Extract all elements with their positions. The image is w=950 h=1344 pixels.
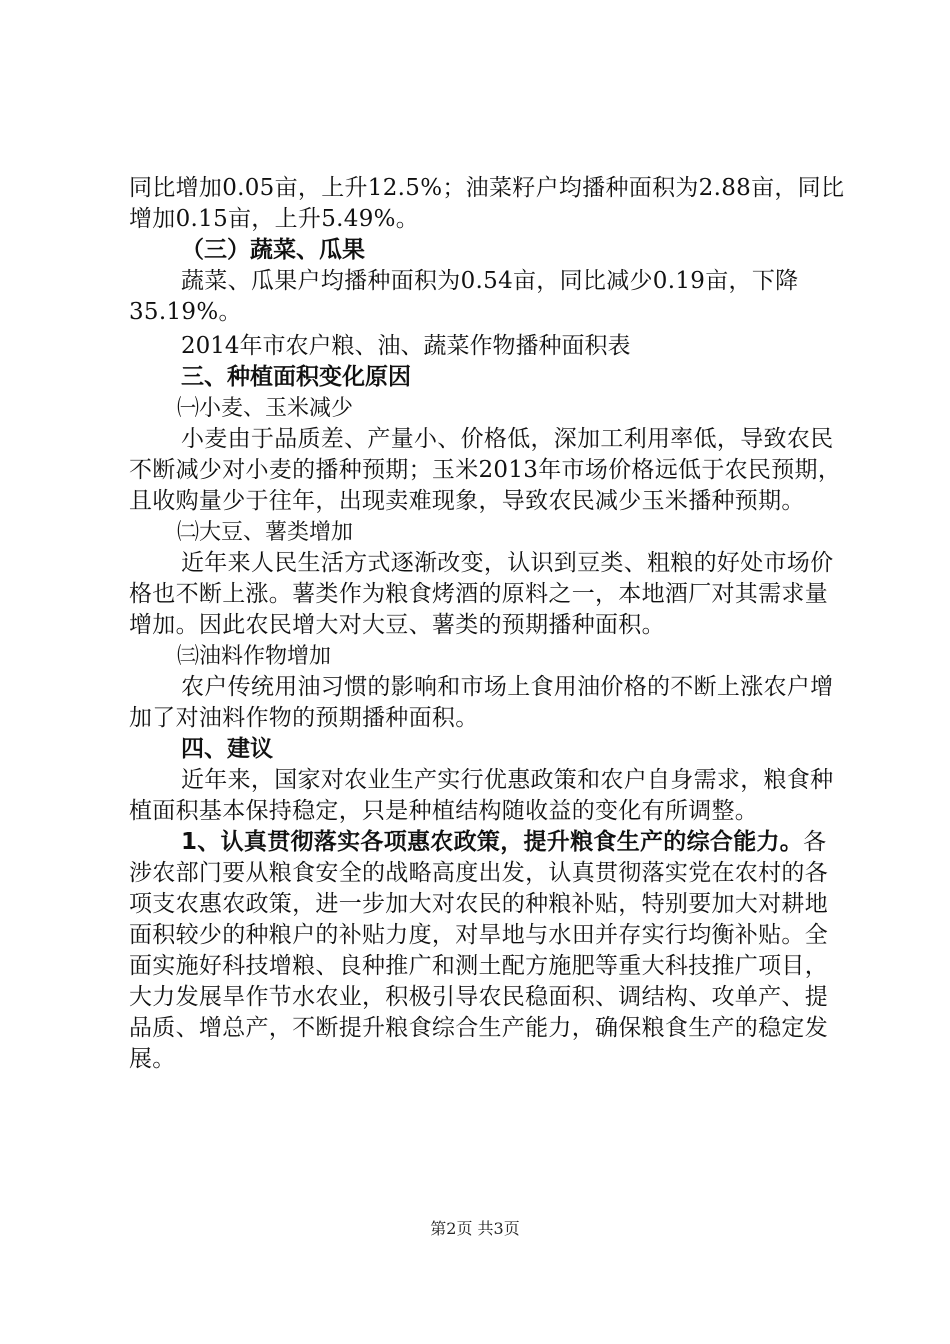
subheading-wheat-corn: ㈠小麦、玉米减少 bbox=[177, 396, 354, 421]
paragraph-wheat-corn: 小麦由于品质差、产量小、价格低，深加工利用率低，导致农民不断减少对小麦的播种预期；玉米2013年市场价格远低于农民预期，且收购量少于往年，出现卖难现象，导致农民减少玉米播种预期。 bbox=[129, 426, 842, 514]
subheading-soy-tubers: ㈡大豆、薯类增加 bbox=[177, 520, 354, 545]
heading-vegetables: （三）蔬菜、瓜果 bbox=[181, 237, 365, 263]
subheading-oil-crops: ㈢油料作物增加 bbox=[177, 644, 332, 669]
document-body bbox=[129, 173, 845, 1075]
paragraph-oil-area: 同比增加0.05亩，上升12.5%；油菜籽户均播种面积为2.88亩，同比增加0.15亩，上升5.49%。 bbox=[129, 175, 845, 232]
paragraph-oil-crops: 农户传统用油习惯的影响和市场上食用油价格的不断上涨农户增加了对油料作物的预期播种面积。 bbox=[129, 674, 834, 731]
page-footer: 第2页 共3页 bbox=[430, 1219, 520, 1238]
paragraph-suggestions-intro: 近年来，国家对农业生产实行优惠政策和农户自身需求，粮食种植面积基本保持稳定，只是种植结构随收益的变化有所调整。 bbox=[129, 767, 834, 824]
table-caption: 2014年市农户粮、油、蔬菜作物播种面积表 bbox=[181, 333, 631, 359]
paragraph-policy bbox=[129, 827, 845, 1075]
paragraph-vegetables-area: 蔬菜、瓜果户均播种面积为0.54亩，同比减少0.19亩，下降35.19%。 bbox=[129, 268, 799, 325]
heading-suggestions: 四、建议 bbox=[181, 736, 273, 762]
paragraph-policy-lead: 1、认真贯彻落实各项惠农政策，提升粮食生产的综合能力。 bbox=[181, 829, 804, 855]
heading-change-reasons: 三、种植面积变化原因 bbox=[181, 364, 411, 390]
paragraph-policy-body: 各涉农部门要从粮食安全的战略高度出发，认真贯彻落实党在农村的各项支农惠农政策，进一步加大对农民的种粮补贴，特别要加大对耕地面积较少的种粮户的补贴力度，对旱地与水田并存实行均衡补贴。全面实施好科技增粮、良种推广和测土配方施肥等重大科技推广项目，大力发展旱作节水农业，积极引导农民稳面积、调结构、攻单产、提品质、增总产，不断提升粮食综合生产能力，确保粮食生产的稳定发展。 bbox=[129, 829, 828, 1072]
paragraph-soy-tubers: 近年来人民生活方式逐渐改变，认识到豆类、粗粮的好处市场价格也不断上涨。薯类作为粮食烤酒的原料之一，本地酒厂对其需求量增加。因此农民增大对大豆、薯类的预期播种面积。 bbox=[129, 550, 834, 638]
